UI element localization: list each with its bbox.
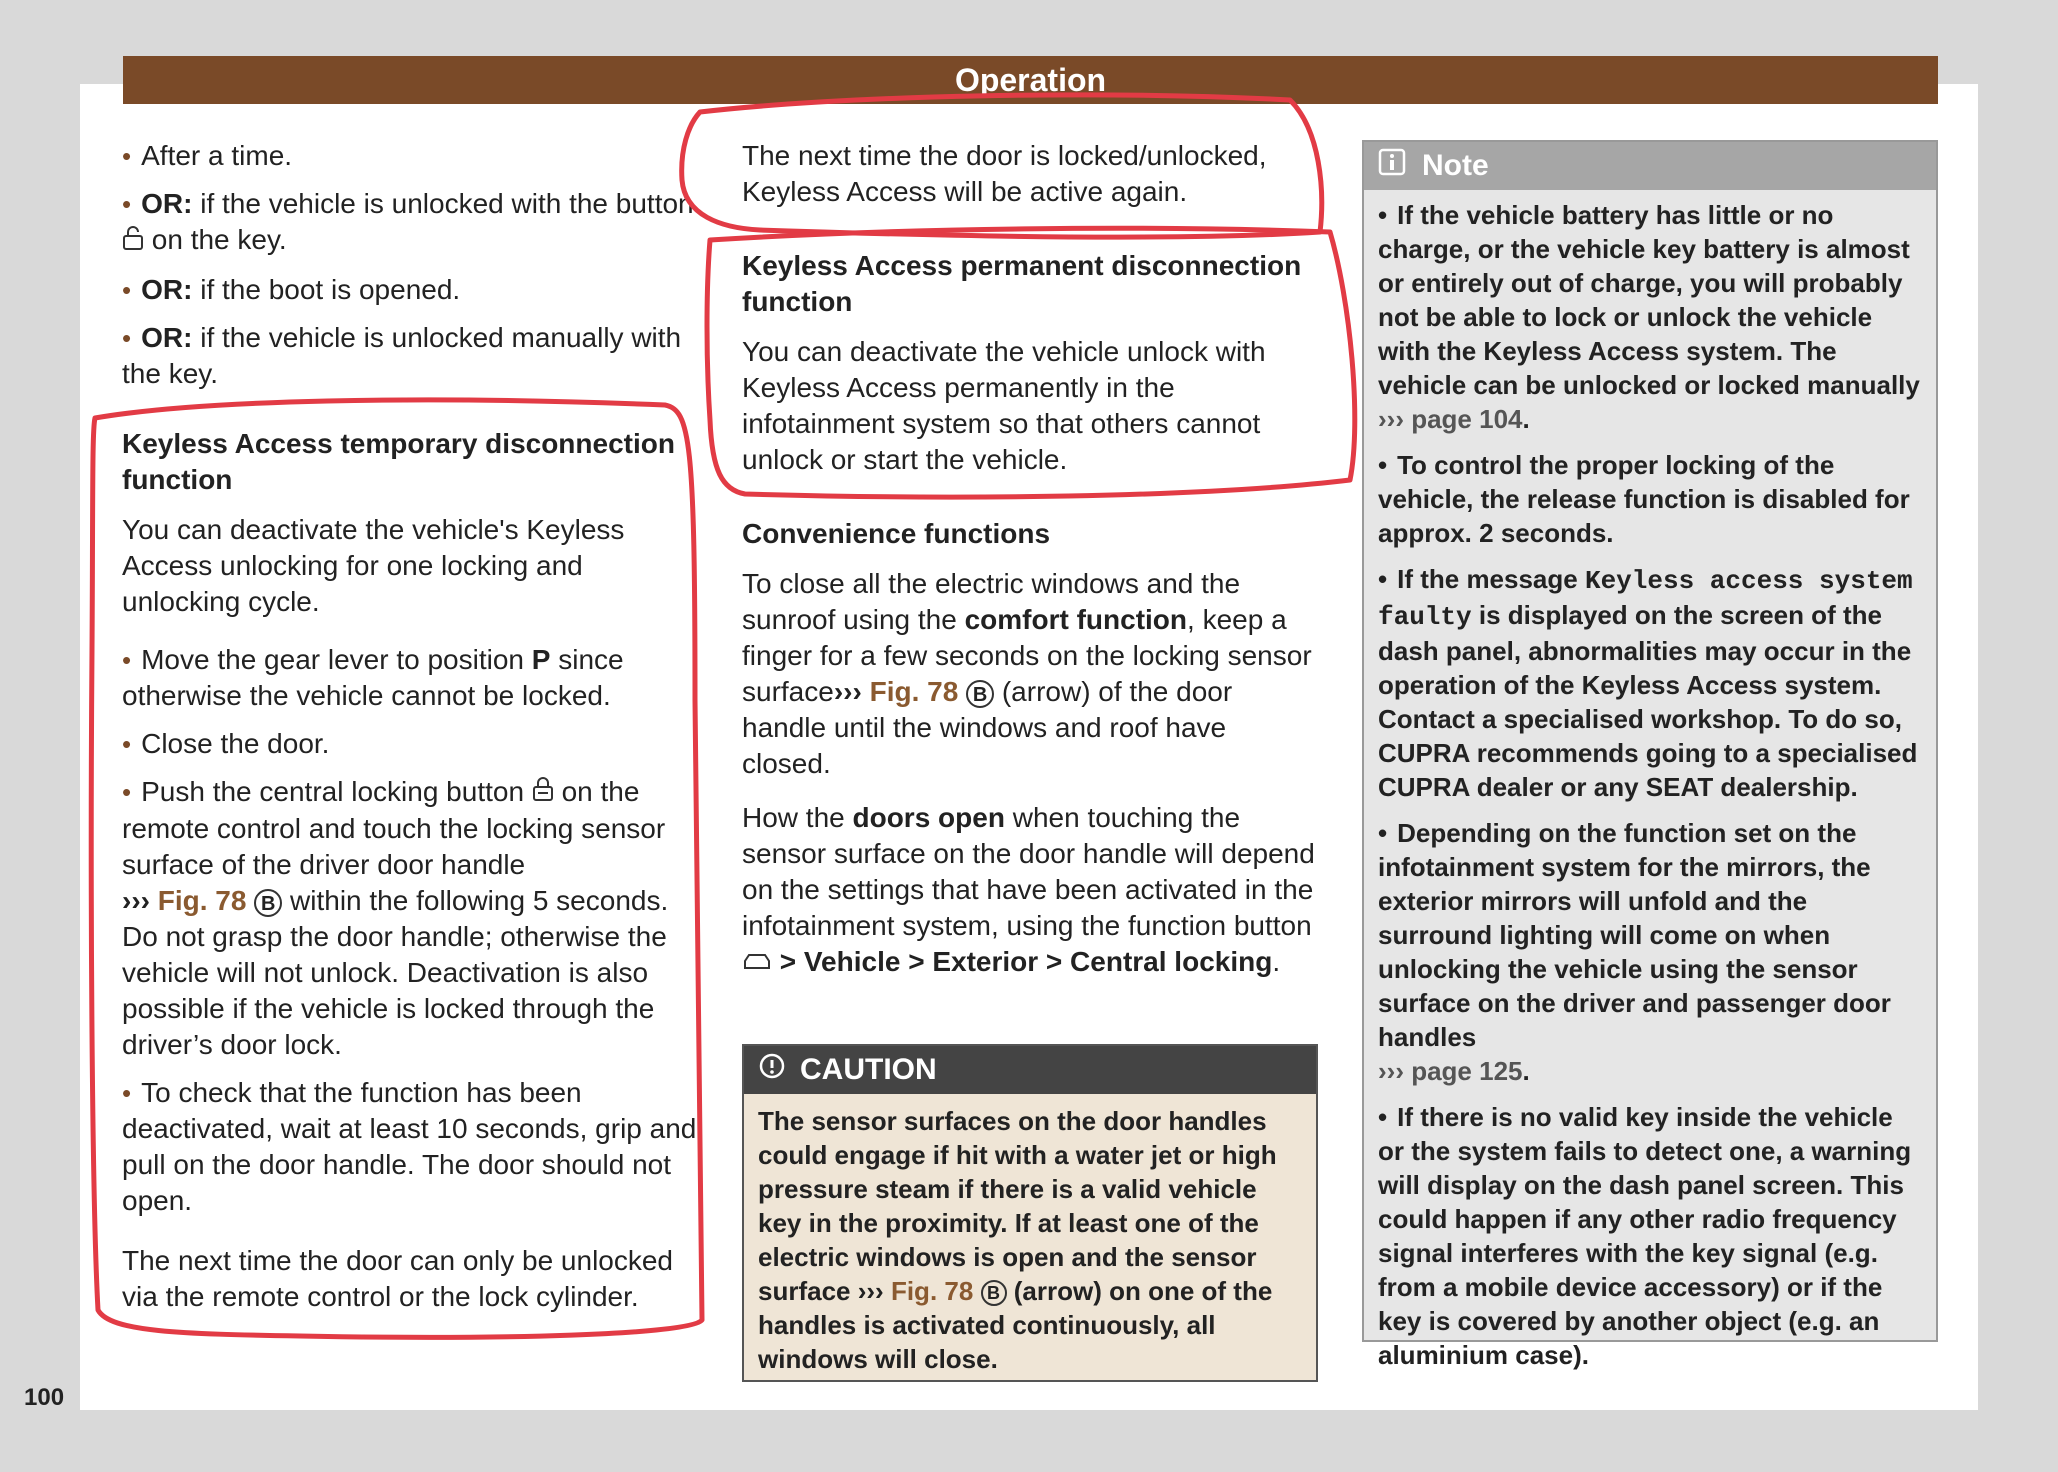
list-item: • To control the proper locking of the vehicle, the release function is disabled for approx. 2 seconds. (1378, 448, 1922, 550)
paragraph: You can deactivate the vehicle unlock with Keyless Access permanently in the infotainment system so that others cannot unlock or start the vehicle. (742, 336, 1266, 475)
paragraph: You can deactivate the vehicle's Keyless Access unlocking for one locking and unlocking cycle. (122, 513, 625, 617)
caution-text: The sensor surfaces on the door handles could engage if hit with a water jet or high pressure steam if there is a valid vehicle key in the proximity. If at least one of the electric windows is open and the sensor surface ››› Fig. 78 B (arrow) on one of the handles is activated continuously, all windows will close. (758, 1106, 1277, 1374)
callout-b-icon: B (981, 1280, 1007, 1306)
section-heading: Keyless Access temporary disconnection function (122, 427, 675, 495)
paragraph: To close all the electric windows and the sunroof using the comfort function, keep a finger for a few seconds on the locking sensor surface››› Fig. 78 B (arrow) of the door handle until the windows and roof have closed. (742, 568, 1312, 779)
section-header: Operation (123, 56, 1938, 104)
lock-icon (532, 775, 554, 811)
list-item: • Close the door. (122, 726, 702, 762)
note-box (1362, 140, 1938, 1370)
list-item: • OR: if the vehicle is unlocked with the button on the key. (122, 186, 702, 260)
list-item: • Depending on the function set on the infotainment system for the mirrors, the exterior mirrors will unfold and the surround lighting will come on when unlocking the vehicle using the sensor surface on the driver and passenger door handles ››› page 125. (1378, 816, 1922, 1088)
list-item: • If the message Keyless access system faulty is displayed on the screen of the dash panel, abnormalities may occur in the operation of the Keyless Access system. Contact a specialised workshop. To do so, CUPRA recommends going to a specialised CUPRA dealer or any SEAT dealership. (1378, 562, 1922, 804)
list-item: • Move the gear lever to position P since otherwise the vehicle cannot be locked. (122, 642, 702, 714)
info-icon (1378, 143, 1406, 191)
callout-b-icon: B (254, 889, 282, 917)
caution-header: CAUTION (744, 1046, 1316, 1094)
fig-reference-link[interactable]: ››› Fig. 78 (857, 1276, 974, 1306)
warning-circle-icon (758, 1047, 786, 1095)
page-reference-link[interactable]: ››› page 104 (1378, 404, 1523, 434)
list-item: • If there is no valid key inside the vehicle or the system fails to detect one, a warning will display on the dash panel screen. This could happen if any other radio frequency signal interferes with the key signal (e.g. from a mobile device accessory) or if the key is covered by another object (e.g. an aluminium case). (1378, 1100, 1922, 1372)
car-icon (742, 946, 772, 982)
list-item: • OR: if the vehicle is unlocked manually with the key. (122, 320, 702, 392)
callout-b-icon: B (966, 680, 994, 708)
section-heading: Convenience functions (742, 518, 1051, 549)
fig-reference-link[interactable]: ››› Fig. 78 (122, 885, 247, 917)
list-item: • If the vehicle battery has little or no charge, or the vehicle key battery is almost or entirely out of charge, you will probably not be able to lock or unlock the vehicle with the Keyless Access system. The vehicle can be unlocked or locked manually ››› page 104. (1378, 198, 1922, 436)
paragraph: The next time the door can only be unlocked via the remote control or the lock cylinder. (122, 1245, 674, 1313)
note-text (1364, 190, 1936, 1392)
fig-reference-link[interactable]: ››› Fig. 78 (833, 676, 959, 707)
unlock-icon (122, 224, 144, 260)
paragraph: The next time the door is locked/unlocked, Keyless Access will be active again. (742, 140, 1267, 207)
page-reference-link[interactable]: ››› page 125 (1378, 1056, 1523, 1086)
list-item: • To check that the function has been deactivated, wait at least 10 seconds, grip and pull on the door handle. The door should not open. (122, 1075, 702, 1219)
list-item: • OR: if the boot is opened. (122, 272, 702, 308)
paragraph: How the doors open when touching the sensor surface on the door handle will depend on the settings that have been activated in the infotainment system, using the function button > Vehicle > Exterior > Central locking. (742, 800, 1322, 982)
section-heading: Keyless Access permanent disconnection function (742, 250, 1302, 317)
column-left (122, 138, 702, 1327)
page-number: 100 (24, 1384, 65, 1411)
note-header: Note (1364, 142, 1936, 190)
list-item: • After a time. (122, 138, 702, 174)
caution-box (742, 1044, 1318, 1382)
list-item: • Push the central locking button on the remote control and touch the locking sensor surface of the driver door handle ››› Fig. 78 B within the following 5 seconds. Do not grasp the door handle; otherwise the vehicle will not unlock. Deactivation is also possible if the vehicle is locked through the driver’s door lock. (122, 774, 702, 1064)
column-middle (742, 138, 1322, 994)
